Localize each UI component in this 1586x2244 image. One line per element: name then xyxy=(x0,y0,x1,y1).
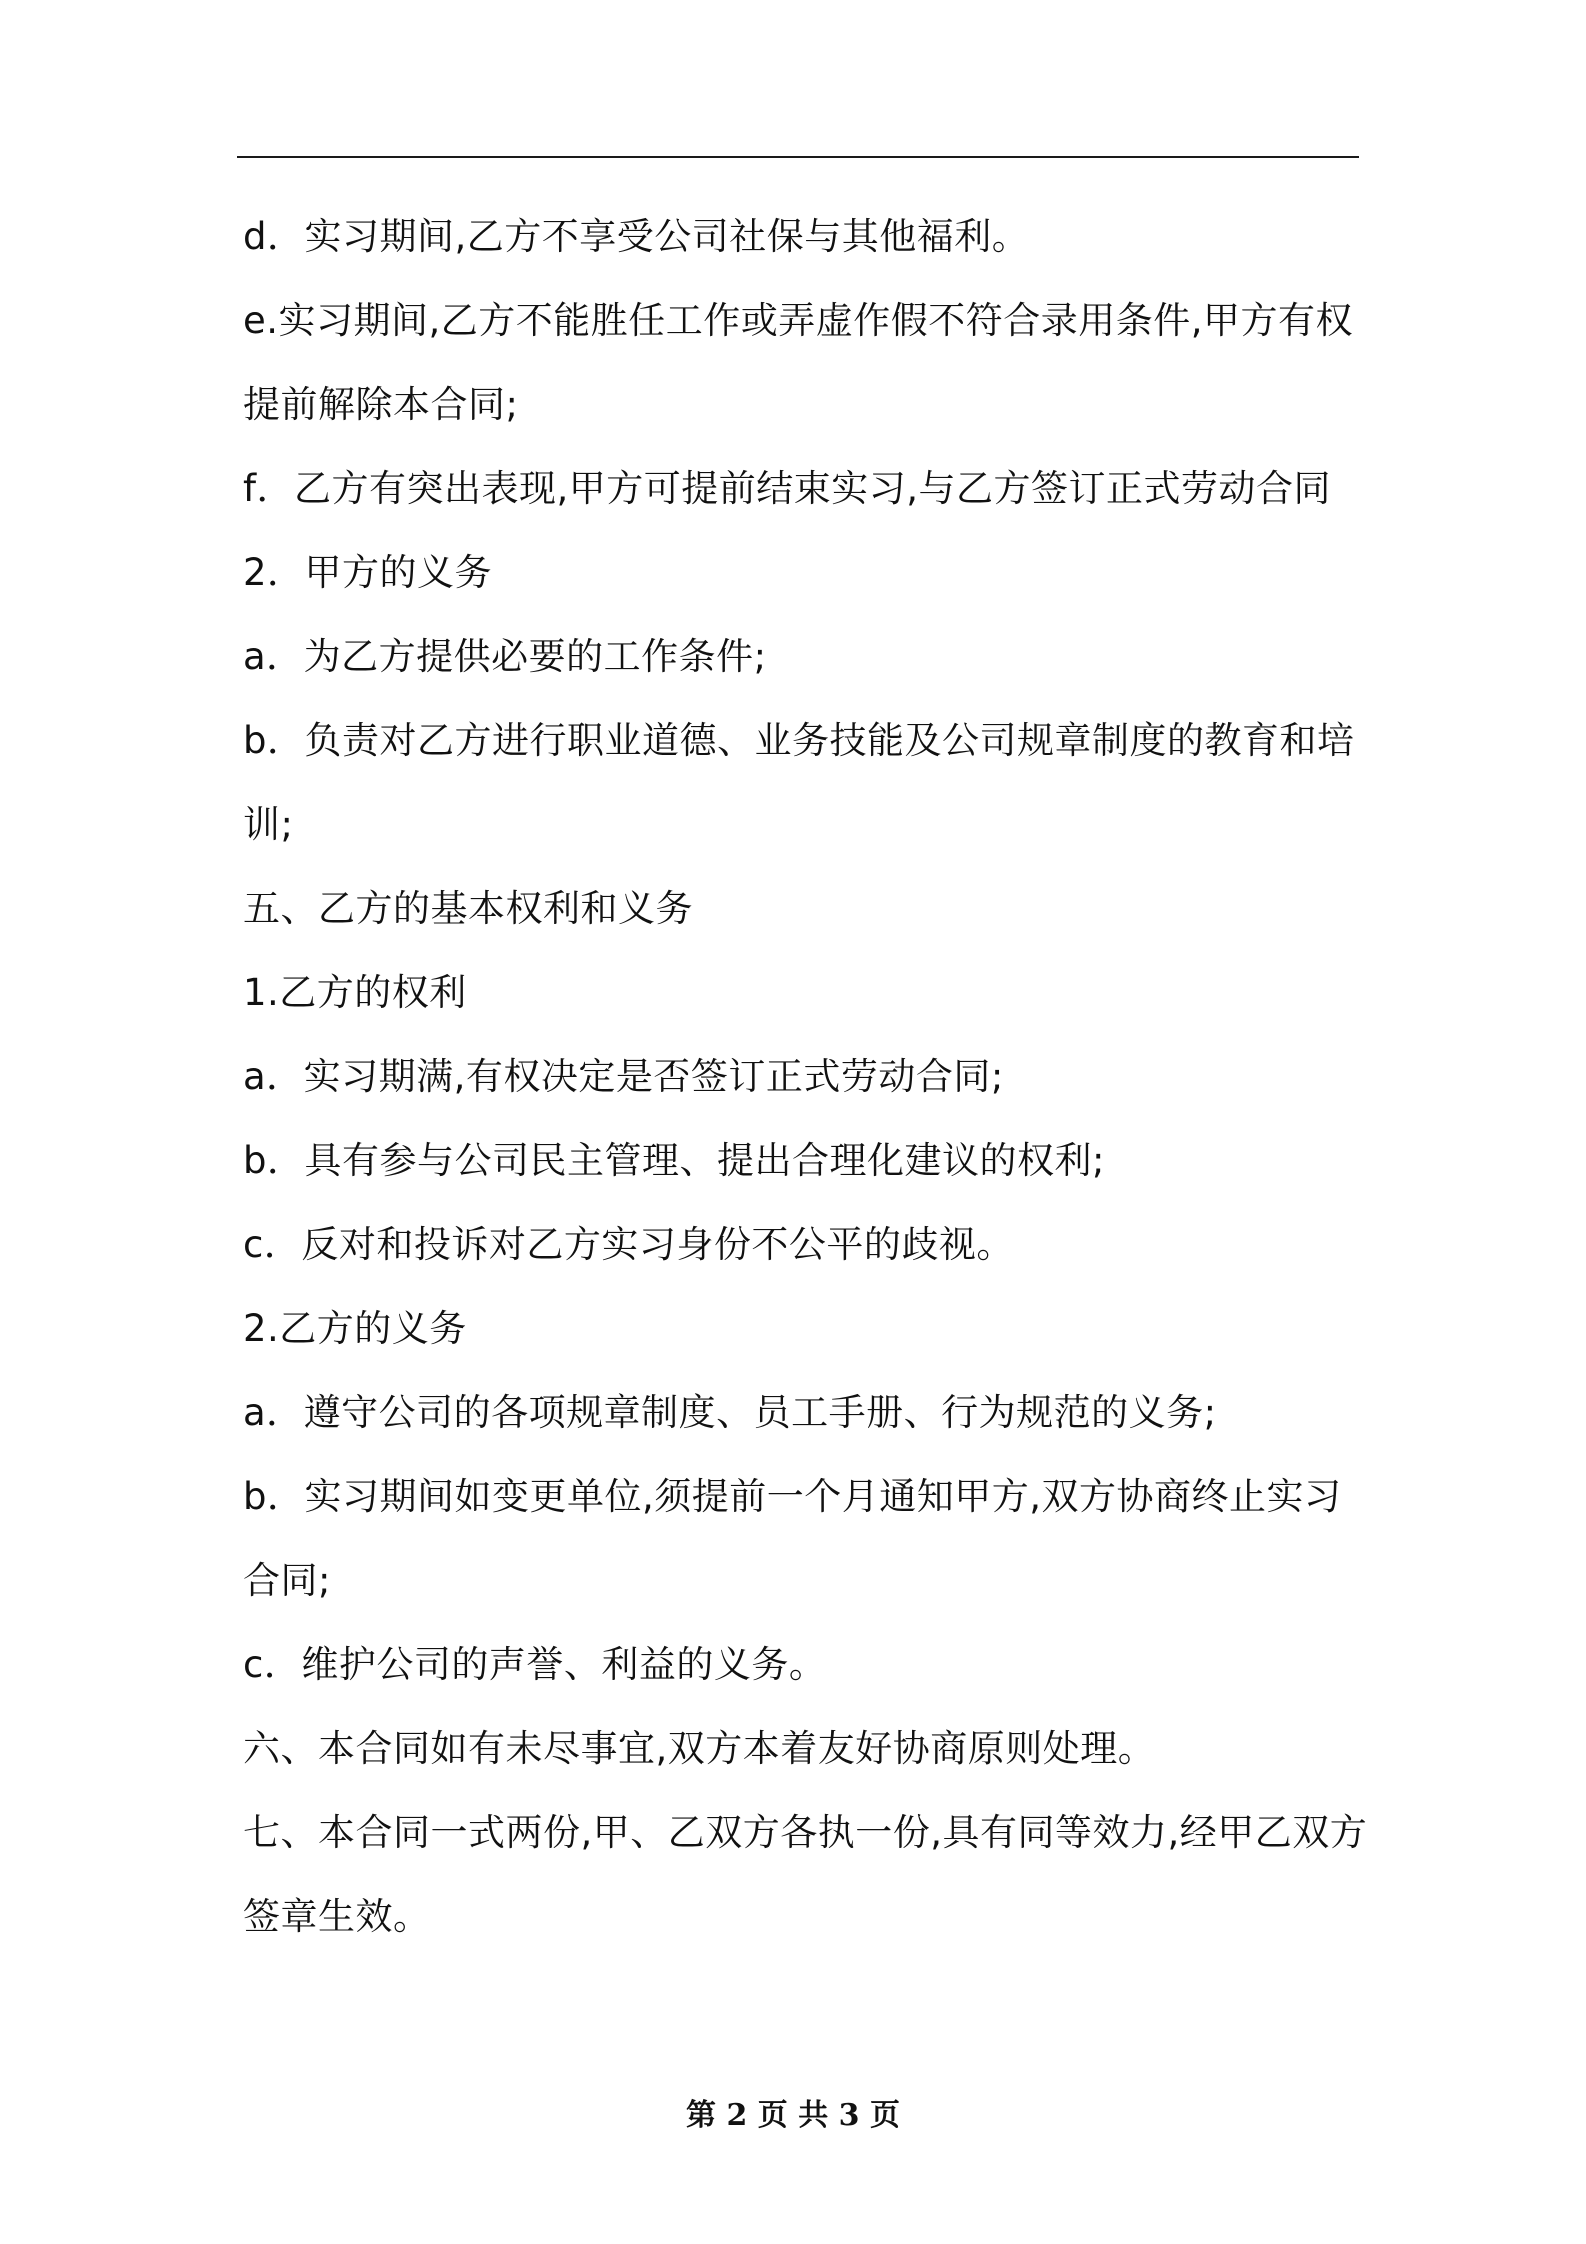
text-line-14: 2.乙方的义务 xyxy=(243,1307,467,1350)
text-line-19: 六、本合同如有未尽事宜,双方本着友好协商原则处理。 xyxy=(243,1727,1156,1770)
text-line-6: a．为乙方提供必要的工作条件; xyxy=(243,635,767,678)
text-line-7: b．负责对乙方进行职业道德、业务技能及公司规章制度的教育和培 xyxy=(243,719,1355,762)
text-line-10: 1.乙方的权利 xyxy=(243,971,467,1014)
text-line-2: e.实习期间,乙方不能胜任工作或弄虚作假不符合录用条件,甲方有权 xyxy=(243,299,1354,342)
text-line-9: 五、乙方的基本权利和义务 xyxy=(243,887,693,930)
text-line-3: 提前解除本合同; xyxy=(243,383,519,426)
text-line-8: 训; xyxy=(243,803,294,846)
header-rule xyxy=(237,156,1359,158)
text-line-5: 2．甲方的义务 xyxy=(243,551,493,594)
text-line-21: 签章生效。 xyxy=(243,1895,431,1938)
text-line-1: d．实习期间,乙方不享受公司社保与其他福利。 xyxy=(243,215,1030,258)
text-line-16: b．实习期间如变更单位,须提前一个月通知甲方,双方协商终止实习 xyxy=(243,1475,1342,1518)
text-line-15: a．遵守公司的各项规章制度、员工手册、行为规范的义务; xyxy=(243,1391,1217,1434)
text-line-12: b．具有参与公司民主管理、提出合理化建议的权利; xyxy=(243,1139,1105,1182)
text-line-17: 合同; xyxy=(243,1559,331,1602)
document-body xyxy=(243,195,1368,1959)
text-line-13: c．反对和投诉对乙方实习身份不公平的歧视。 xyxy=(243,1223,1014,1266)
page-number-footer: 第 2 页 共 3 页 xyxy=(686,2098,900,2133)
text-line-18: c．维护公司的声誉、利益的义务。 xyxy=(243,1643,827,1686)
text-line-4: f．乙方有突出表现,甲方可提前结束实习,与乙方签订正式劳动合同 xyxy=(243,467,1332,510)
text-line-11: a．实习期满,有权决定是否签订正式劳动合同; xyxy=(243,1055,1004,1098)
text-line-20: 七、本合同一式两份,甲、乙双方各执一份,具有同等效力,经甲乙双方 xyxy=(243,1811,1368,1854)
